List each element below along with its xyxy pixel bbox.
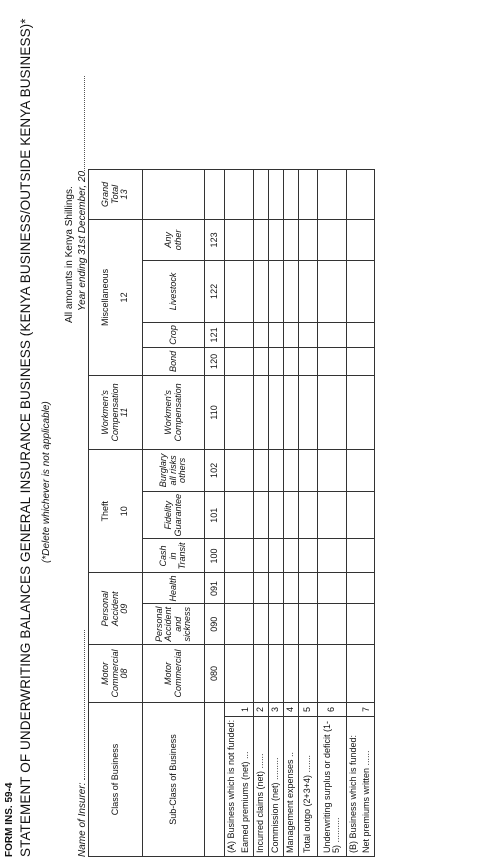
row-3-no: 3	[269, 703, 284, 717]
cell[interactable]	[284, 491, 299, 539]
class-of-business-header: Class of Business	[89, 703, 143, 857]
row-2-no: 2	[254, 703, 269, 717]
cell[interactable]	[318, 219, 347, 260]
class-grand-total: Grand Total 13	[89, 169, 143, 219]
row-net-premiums-written-label: Net premiums written ......	[360, 717, 375, 857]
subclass-of-business-header: Sub-Class of Business	[143, 703, 205, 857]
subclass-100: Cash in Transit	[143, 539, 205, 573]
cell[interactable]	[254, 449, 269, 491]
year-ending-line	[75, 76, 88, 311]
code-row-label	[205, 703, 225, 857]
cell[interactable]	[299, 322, 318, 347]
row-incurred-claims-label: Incurred claims (net) ......	[254, 717, 269, 857]
subclass-122: Livestock	[143, 260, 205, 322]
cell[interactable]	[299, 219, 318, 260]
cell[interactable]	[269, 573, 284, 604]
cell[interactable]	[284, 347, 299, 375]
row-1-no: 1	[238, 703, 254, 717]
subclass-101: Fidelity Guarantee	[143, 491, 205, 539]
cell[interactable]	[318, 645, 347, 703]
cell[interactable]	[299, 491, 318, 539]
subclass-091: Health	[143, 573, 205, 604]
cell[interactable]	[284, 645, 299, 703]
cell[interactable]	[347, 449, 375, 491]
row-total-outgo-label: Total outgo (2+3+4) .......	[299, 717, 318, 857]
subclass-120: Bond	[143, 347, 205, 375]
cell[interactable]	[318, 573, 347, 604]
row-7-no: 7	[360, 703, 375, 717]
insurer-name-line	[75, 630, 88, 857]
cell[interactable]	[299, 449, 318, 491]
cell[interactable]	[225, 375, 254, 449]
cell[interactable]	[225, 449, 254, 491]
amounts-note: All amounts in Kenya Shillings.	[64, 186, 75, 323]
class-workmens-compensation: Workmen's Compensation 11	[89, 375, 143, 449]
cell[interactable]	[347, 219, 375, 260]
cell[interactable]	[299, 375, 318, 449]
cell[interactable]	[318, 449, 347, 491]
cell[interactable]	[225, 539, 254, 573]
form-number: FORM INS. 59-4	[4, 782, 15, 857]
cell[interactable]	[318, 322, 347, 347]
cell[interactable]	[269, 539, 284, 573]
subclass-123: Any other	[143, 219, 205, 260]
class-personal-accident: Personal Accident 09	[89, 573, 143, 645]
section-b-label: (B) Business which is funded:	[347, 717, 360, 857]
cell[interactable]	[269, 169, 284, 219]
class-miscellaneous: Miscellaneous 12	[89, 219, 143, 375]
code-122: 122	[205, 260, 225, 322]
cell[interactable]	[269, 449, 284, 491]
cell[interactable]	[318, 169, 347, 219]
row-management-expenses-label: Management expenses ..	[284, 717, 299, 857]
cell[interactable]	[269, 375, 284, 449]
cell[interactable]	[254, 322, 269, 347]
delete-note: (*Delete whichever is not applicable)	[41, 401, 52, 563]
cell[interactable]	[299, 539, 318, 573]
cell[interactable]	[254, 375, 269, 449]
cell[interactable]	[254, 604, 269, 645]
cell[interactable]	[269, 491, 284, 539]
cell[interactable]	[225, 645, 254, 703]
subclass-080: Motor Commercial	[143, 645, 205, 703]
year-ending-label: Year ending 31st December, 20	[77, 170, 88, 311]
subclass-110: Workmen's Compensation	[143, 375, 205, 449]
row-earned-premiums-label: Eamed premiums (net) ...	[238, 717, 254, 857]
code-123: 123	[205, 219, 225, 260]
code-080: 080	[205, 645, 225, 703]
cell[interactable]	[269, 219, 284, 260]
code-grand-total-empty	[205, 169, 225, 219]
code-121: 121	[205, 322, 225, 347]
cell[interactable]	[299, 347, 318, 375]
cell[interactable]	[225, 604, 254, 645]
cell[interactable]	[225, 260, 254, 322]
grand-total-subclass-empty	[143, 169, 205, 219]
year-blank[interactable]	[75, 76, 85, 171]
cell[interactable]	[254, 347, 269, 375]
cell[interactable]	[347, 322, 375, 347]
cell[interactable]	[347, 169, 375, 219]
underwriting-balances-table	[88, 169, 375, 857]
section-a-label: (A) Business which is not funded:	[225, 717, 238, 857]
cell[interactable]	[269, 604, 284, 645]
cell[interactable]	[225, 169, 254, 219]
class-motor-commercial: Motor Commercial 08	[89, 645, 143, 703]
cell[interactable]	[299, 169, 318, 219]
code-101: 101	[205, 491, 225, 539]
cell[interactable]	[318, 347, 347, 375]
code-120: 120	[205, 347, 225, 375]
cell[interactable]	[284, 375, 299, 449]
cell[interactable]	[225, 322, 254, 347]
cell[interactable]	[347, 491, 375, 539]
cell[interactable]	[254, 491, 269, 539]
cell[interactable]	[347, 604, 375, 645]
cell[interactable]	[347, 260, 375, 322]
row-underwriting-surplus-label: Underwriting surplus or deficit (1-5) ..........	[318, 717, 347, 857]
cell[interactable]	[299, 604, 318, 645]
subclass-102: Burglary all risks others	[143, 449, 205, 491]
cell[interactable]	[299, 573, 318, 604]
subclass-090: Personal Accident and sickness	[143, 604, 205, 645]
cell[interactable]	[254, 260, 269, 322]
cell[interactable]	[347, 539, 375, 573]
cell[interactable]	[347, 375, 375, 449]
subclass-121: Crop	[143, 322, 205, 347]
section-a-no-empty	[225, 703, 238, 717]
cell[interactable]	[269, 347, 284, 375]
cell[interactable]	[254, 573, 269, 604]
cell[interactable]	[347, 347, 375, 375]
cell[interactable]	[318, 375, 347, 449]
row-5-no: 5	[299, 703, 318, 717]
class-theft: Theft 10	[89, 449, 143, 573]
code-110: 110	[205, 375, 225, 449]
cell[interactable]	[318, 604, 347, 645]
code-091: 091	[205, 573, 225, 604]
cell[interactable]	[318, 260, 347, 322]
cell[interactable]	[225, 491, 254, 539]
row-6-no: 6	[318, 703, 347, 717]
section-b-no-empty	[347, 703, 360, 717]
row-commission-label: Commission (net) .........	[269, 717, 284, 857]
cell[interactable]	[254, 169, 269, 219]
cell[interactable]	[284, 573, 299, 604]
cell[interactable]	[254, 645, 269, 703]
cell[interactable]	[225, 347, 254, 375]
code-102: 102	[205, 449, 225, 491]
code-090: 090	[205, 604, 225, 645]
cell[interactable]	[284, 449, 299, 491]
insurer-label: Name of Insurer:	[77, 782, 88, 857]
cell[interactable]	[284, 539, 299, 573]
cell[interactable]	[347, 573, 375, 604]
cell[interactable]	[284, 219, 299, 260]
cell[interactable]	[225, 573, 254, 604]
cell[interactable]	[284, 322, 299, 347]
cell[interactable]	[284, 604, 299, 645]
cell[interactable]	[269, 645, 284, 703]
cell[interactable]	[318, 491, 347, 539]
cell[interactable]	[225, 219, 254, 260]
document-title: STATEMENT OF UNDERWRITING BALANCES GENERAL INSURANCE BUSINESS (KENYA BUSINESS/OUTSIDE KENYA BUSINESS)*	[18, 18, 33, 857]
cell[interactable]	[299, 260, 318, 322]
cell[interactable]	[347, 645, 375, 703]
cell[interactable]	[318, 539, 347, 573]
cell[interactable]	[269, 322, 284, 347]
cell[interactable]	[284, 169, 299, 219]
cell[interactable]	[254, 539, 269, 573]
insurer-name-blank[interactable]	[75, 630, 85, 780]
cell[interactable]	[299, 645, 318, 703]
cell[interactable]	[269, 260, 284, 322]
code-100: 100	[205, 539, 225, 573]
row-4-no: 4	[284, 703, 299, 717]
cell[interactable]	[254, 219, 269, 260]
cell[interactable]	[284, 260, 299, 322]
